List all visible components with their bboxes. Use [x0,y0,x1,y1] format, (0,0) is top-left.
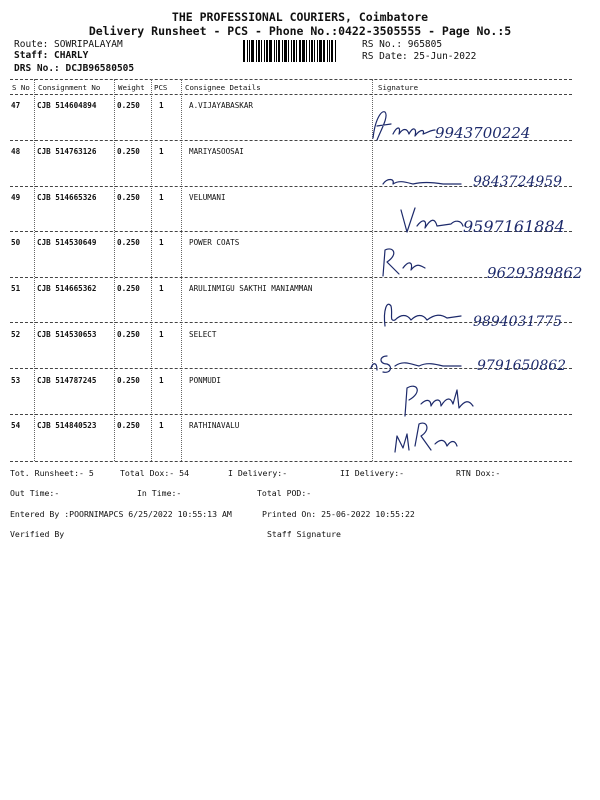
table-bottom-rule [10,461,572,462]
barcode-bar [261,40,262,62]
cell-sno: 52 [11,330,21,339]
cell-consignment: CJB 514530653 [37,330,97,339]
cell-consignee: ARULINMIGU SAKTHI MANIAMMAN [189,284,313,293]
barcode-bar [243,40,245,62]
staff-label: Staff: CHARLY [14,50,89,61]
barcode-bar [299,40,301,62]
barcode-bar [249,40,250,62]
cell-consignee: VELUMANI [189,193,226,202]
cell-consignee: A.VIJAYABASKAR [189,101,254,110]
col-header-signature: Signature [378,83,419,92]
table-header-rule [10,94,572,95]
barcode-bar [293,40,295,62]
col-header-sno: S No [12,83,30,92]
ii-delivery: II Delivery:- [340,468,405,478]
barcode-bar [264,40,265,62]
cell-consignee: MARIYASOOSAI [189,147,244,156]
barcode-bar [323,40,325,62]
cell-pcs: 1 [159,330,164,339]
col-header-pcs: PCS [154,83,168,92]
runsheet-subtitle: Delivery Runsheet - PCS - Phone No.:0422-3505555 - Page No.:5 [88,24,512,38]
cell-consignment: CJB 514665326 [37,193,97,202]
barcode-bar [327,40,328,62]
cell-pcs: 1 [159,376,164,385]
barcode-bar [296,40,297,62]
cell-sno: 47 [11,101,21,110]
tot-runsheet: Tot. Runsheet:- 5 [10,468,94,478]
verified-by-label: Verified By [10,529,65,539]
barcode-bar [251,40,254,62]
route-label: Route: SOWRIPALAYAM [14,39,123,50]
barcode-bar [258,40,260,62]
cell-weight: 0.250 [117,284,140,293]
cell-sno: 53 [11,376,21,385]
cell-weight: 0.250 [117,238,140,247]
total-dox: Total Dox:- 54 [120,468,190,478]
cell-consignment: CJB 514763126 [37,147,97,156]
barcode-bar [284,40,287,62]
barcode-bar [329,40,330,62]
cell-consignee: SELECT [189,330,217,339]
cell-weight: 0.250 [117,421,140,430]
barcode-bar [276,40,277,62]
col-divider [151,79,152,461]
col-divider [34,79,35,461]
barcode-bar [274,40,275,62]
barcode-bar [309,40,310,62]
entered-by: Entered By :POORNIMAPCS 6/25/2022 10:55:13 AM [10,509,232,519]
i-delivery: I Delivery:- [228,468,288,478]
cell-pcs: 1 [159,421,164,430]
cell-sno: 54 [11,421,21,430]
barcode-bar [282,40,283,62]
barcode-bar [278,40,280,62]
cell-sno: 50 [11,238,21,247]
cell-weight: 0.250 [117,193,140,202]
barcode-image [243,40,351,62]
cell-consignee: POWER COATS [189,238,240,247]
col-header-weight: Weight [118,83,145,92]
rs-number: RS No.: 965805 [362,39,443,50]
barcode-bar [269,40,272,62]
company-title: THE PROFESSIONAL COURIERS, Coimbatore [171,10,429,24]
barcode-bar [306,40,307,62]
drs-number: DRS No.: DCJB96580505 [14,63,135,74]
cell-pcs: 1 [159,284,164,293]
barcode-bar [331,40,333,62]
cell-sno: 48 [11,147,21,156]
cell-pcs: 1 [159,193,164,202]
cell-pcs: 1 [159,238,164,247]
barcode-bar [314,40,315,62]
total-pod: Total POD:- [257,488,312,498]
cell-consignee: PONMUDI [189,376,222,385]
cell-sno: 51 [11,284,21,293]
cell-consignment: CJB 514604894 [37,101,97,110]
col-divider [114,79,115,461]
cell-consignment: CJB 514840523 [37,421,97,430]
signature-phone-48: 9843724959 [473,174,563,190]
signature-phone-52: 9791650862 [477,358,567,374]
barcode-bar [319,40,322,62]
cell-consignee: RATHINAVALU [189,421,240,430]
barcode-bar [335,40,336,62]
cell-consignment: CJB 514530649 [37,238,97,247]
col-divider [181,79,182,461]
barcode-bar [311,40,313,62]
cell-pcs: 1 [159,101,164,110]
barcode-bar [256,40,257,62]
cell-consignment: CJB 514665362 [37,284,97,293]
rs-date: RS Date: 25-Jun-2022 [362,51,477,62]
barcode-bar [317,40,318,62]
col-header-consignment: Consignment No [38,83,101,92]
staff-signature-label: Staff Signature [267,529,341,539]
cell-weight: 0.250 [117,147,140,156]
in-time: In Time:- [137,488,182,498]
barcode-bar [247,40,248,62]
barcode-bar [302,40,305,62]
rtn-dox: RTN Dox:- [456,468,501,478]
cell-sno: 49 [11,193,21,202]
cell-pcs: 1 [159,147,164,156]
signature-phone-50: 9629389862 [487,264,583,282]
barcode-bar [288,40,289,62]
barcode-bar [291,40,292,62]
cell-consignment: CJB 514787245 [37,376,97,385]
signature-phone-47: 9943700224 [435,124,531,142]
signature-phone-51: 9894031775 [473,314,563,330]
out-time: Out Time:- [10,488,60,498]
signature-phone-49: 9597161884 [463,217,565,236]
cell-weight: 0.250 [117,376,140,385]
table-top-rule [10,79,572,80]
cell-weight: 0.250 [117,330,140,339]
barcode-bar [266,40,268,62]
col-header-consignee: Consignee Details [185,83,261,92]
handwritten-signatures [365,100,595,460]
cell-weight: 0.250 [117,101,140,110]
printed-on: Printed On: 25-06-2022 10:55:22 [262,509,415,519]
